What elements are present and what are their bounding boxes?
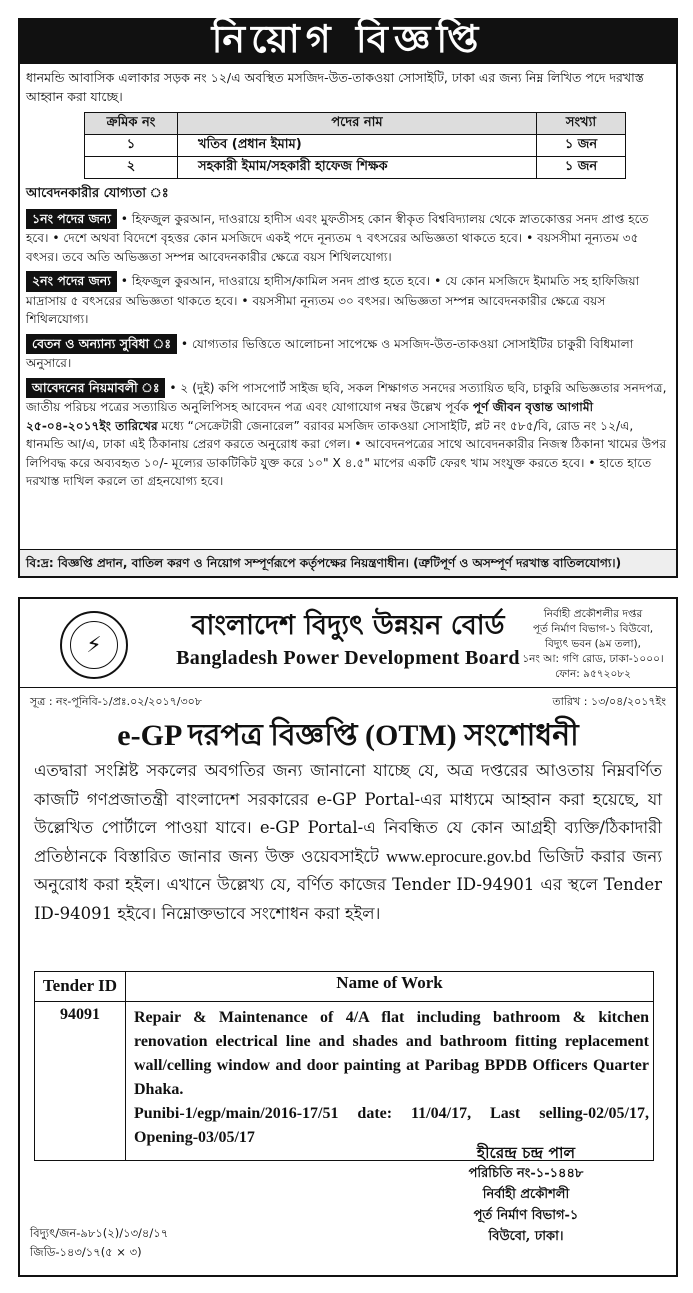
table-row	[85, 135, 626, 157]
table-row	[35, 1002, 654, 1161]
qualifications-heading: আবেদনকারীর যোগ্যতা ঃ	[26, 186, 169, 201]
col-post: পদের নাম	[178, 113, 537, 135]
cell-tender-id: 94091	[35, 1002, 126, 1161]
salary-text: • যোগ্যতার ভিত্তিতে আলোচনা সাপেক্ষে ও মসজিদ-উত-তাকওয়া সোসাইটির চাকুরী বিধিমালা অনুসারে।	[26, 336, 634, 370]
work-description: Repair & Maintenance of 4/A flat including bathroom & kitchen renovation electrical line and shades and bathroom fitting replacement wall/celling window and door painting at Paribag BPDB Officers Quarter Dhaka.	[134, 1009, 649, 1098]
signatory-id: পরিচিতি নং-১-১৪৪৮	[468, 1166, 584, 1181]
memo-date: তারিখ : ১৩/০৪/২০১৭ইং	[552, 695, 666, 708]
application-rules	[26, 378, 670, 491]
header-divider	[20, 687, 676, 688]
recruitment-banner: নিয়োগ বিজ্ঞপ্তি	[20, 20, 676, 64]
address-line: ফোন: ৯৫৭২০৮২	[555, 668, 631, 680]
cell-count: ১ জন	[537, 135, 626, 157]
bpdb-logo	[60, 611, 128, 679]
tender-table	[34, 971, 654, 1161]
address-line: পূর্ত নির্মাণ বিভাগ-১ বিউবো,	[532, 623, 654, 635]
salary-tag: বেতন ও অন্যান্য সুবিধা ঃ	[26, 334, 177, 355]
cell-post: খতিব (প্রধান ইমাম)	[178, 135, 537, 157]
power-tower-icon: ⚡	[70, 621, 118, 669]
signatory-office: বিউবো, ঢাকা।	[488, 1229, 564, 1244]
recruitment-footer-note: বি:দ্র: বিজ্ঞপ্তি প্রদান, বাতিল করণ ও নিয়োগ সম্পূর্ণরূপে কর্তৃপক্ষের নিয়ন্ত্রণাধীন। (ত্রুটিপূর্ণ ও অসম্পূর্ণ দরখাস্ত বাতিলযোগ্য।)	[20, 549, 676, 576]
col-serial: ক্রমিক নং	[85, 113, 178, 135]
cell-serial: ২	[85, 157, 178, 179]
org-name-english: Bangladesh Power Development Board	[176, 647, 520, 669]
office-address	[518, 607, 668, 682]
signatory-name: হীরেন্দ্র চন্দ্র পাল	[476, 1143, 576, 1162]
recruitment-intro: ধানমন্ডি আবাসিক এলাকার সড়ক নং ১২/এ অবস্থিত মসজিদ-উত-তাকওয়া সোসাইটি, ঢাকা এর জন্য নিম্ন লিখিত পদে দরখাস্ত আহ্বান করা যাচ্ছে।	[26, 70, 644, 104]
col-count: সংখ্যা	[537, 113, 626, 135]
tender-table-header	[35, 972, 654, 1002]
table-row	[85, 157, 626, 179]
post1-tag: ১নং পদের জন্য	[26, 209, 117, 230]
col-name-of-work: Name of Work	[126, 972, 654, 1002]
signature-block	[426, 1142, 626, 1247]
qualifications	[20, 185, 676, 491]
org-name-bangla: বাংলাদেশ বিদ্যুৎ উন্নয়ন বোর্ড	[191, 610, 505, 641]
tender-body-b: ভিজিট করার জন্য অনুরোধ করা হইল। এখানে উল্লেখ্য যে, বর্ণিত কাজের Tender ID-94901 এর স্থলে Tender ID-94091 হইবে। নিম্নোক্তভাবে সংশোধন করা হইল।	[34, 846, 663, 923]
rules-text-c: মধ্যে “সেক্রেটারী জেনারেল” বরাবর মসজিদ তাকওয়া সোসাইটি, প্লট নং ৫৮৫/বি, রোড নং ১২/এ, ধানমন্ডি আ/এ, ঢাকা এই ঠিকানায় প্রেরণ করতে অনুরোধ করা গেল। • আবেদনপত্রের সাথে আবেদনকারীর নিজস্ব ঠিকানা খামের উপর লিপিবদ্ধ করে অব্যবহৃত ১০/- মূল্যের ডাকটিকিট যুক্ত করে ১০" X ৪.৫" মাপের একটি ফেরৎ খাম সংযুক্ত করতে হবে। • হাতে হাতে দরখাস্ত দাখিল করলে তা গ্রহনযোগ্য হবে।	[26, 418, 667, 488]
post1-requirements	[26, 209, 670, 267]
post2-requirements	[26, 271, 670, 329]
work-reference: Punibi-1/egp/main/2016-17/51 date: 11/04/17, Last selling-02/05/17, Opening-03/05/17	[134, 1105, 649, 1146]
eprocure-link[interactable]: www.eprocure.gov.bd	[386, 846, 532, 866]
signatory-designation: নির্বাহী প্রকৌশলী	[482, 1187, 570, 1202]
gov-ad-ref-line: জিডি-১৪৩/১৭(৫ × ৩)	[30, 1245, 142, 1259]
address-line: ১নং আ: গণি রোড, ঢাকা-১০০০।	[522, 653, 664, 665]
col-tender-id: Tender ID	[35, 972, 126, 1002]
cell-work	[126, 1002, 654, 1161]
cell-count: ১ জন	[537, 157, 626, 179]
posts-table-header	[85, 113, 626, 135]
reference-line	[30, 693, 666, 712]
tender-body-a: এতদ্বারা সংশ্লিষ্ট সকলের অবগতির জন্য জানানো যাচ্ছে যে, অত্র দপ্তরের আওতায় নিম্নবর্ণিত কাজটি গণপ্রজাতন্ত্রী বাংলাদেশ সরকারের e-GP Portal-এর মাধ্যমে আহ্বান করা হয়েছে, যা উল্লেখিত পোর্টালে পাওয়া যাবে। e-GP Portal-এ নিবন্ধিত যে কোন আগ্রহী ব্যক্তি/ঠিকাদারী প্রতিষ্ঠানকে বিস্তারিত জানার জন্য উক্ত ওয়েবসাইটে	[34, 761, 662, 866]
cell-serial: ১	[85, 135, 178, 157]
post2-text: • হিফজুল কুরআন, দাওরায়ে হাদীস/কামিল সনদ প্রাপ্ত হতে হবে। • যে কোন মসজিদে ইমামতি সহ হাফিজিয়া মাদ্রাসায় ৫ বৎসরের অভিজ্ঞতা থাকতে হবে। • বয়সসীমা নূন্যতম ৩০ বৎসর। অভিজ্ঞতা সম্পন্ন আবেদনকারীর ক্ষেত্রে বয়স শিথিলযোগ্য।	[26, 274, 640, 326]
post1-text: • হিফজুল কুরআন, দাওরায়ে হাদীস এবং মুফতীসহ কোন স্বীকৃত বিশ্ববিদ্যালয় থেকে স্নাতকোত্তর সনদ প্রাপ্ত হতে হবে। • দেশে অথবা বিদেশে বৃহত্তর কোন মসজিদে একই পদে নূন্যতম ৭ বৎসরের অভিজ্ঞতা থাকতে হবে। • বয়সসীমা নূন্যতম ৩৫ বৎসর। তবে অতি অভিজ্ঞতা সম্পন্ন আবেদনকারীর ক্ষেত্রে বয়স শিথিলযোগ্য।	[26, 211, 649, 264]
memo-ref: সূত্র : নং-পূনিবি-১/প্রঃ.০২/২০১৭/৩০৮	[30, 695, 202, 708]
gov-ad-ref	[30, 1224, 168, 1262]
tender-notice	[18, 597, 678, 1277]
salary-benefits	[26, 334, 670, 373]
address-line: বিদ্যুৎ ভবন (৯ম তলা),	[545, 638, 641, 650]
cell-post: সহকারী ইমাম/সহকারী হাফেজ শিক্ষক	[178, 157, 537, 179]
address-line: নির্বাহী প্রকৌশলীর দপ্তর	[543, 608, 643, 620]
tender-title: e-GP দরপত্র বিজ্ঞপ্তি (OTM) সংশোধনী	[117, 719, 579, 752]
gov-ad-ref-line: বিদ্যুৎ/জন-৯৮১(২)/১৩/৪/১৭	[30, 1226, 169, 1240]
rules-text-a: • ২ (দুই) কপি পাসপোর্ট সাইজ ছবি, সকল শিক্ষাগত সনদের সত্যায়িত ছবি, চাকুরি অভিজ্ঞতার সনদপত্র, জাতীয় পরিচয় পত্রের সত্যায়িত অনুলিপিসহ আবেদন পত্র এবং যোগাযোগ নম্বর উল্লেখ পূর্বক	[26, 380, 667, 414]
signatory-division: পূর্ত নির্মাণ বিভাগ-১	[473, 1208, 579, 1223]
tender-body	[34, 757, 662, 928]
rules-deadline: পূর্ণ জীবন বৃত্তান্ত আগামী ২৫-০৪-২০১৭ইং তারিখের	[26, 400, 594, 433]
recruitment-notice	[18, 18, 678, 578]
posts-table	[84, 112, 626, 179]
rules-tag: আবেদনের নিয়মাবলী ঃ	[26, 378, 165, 399]
post2-tag: ২নং পদের জন্য	[26, 271, 117, 292]
